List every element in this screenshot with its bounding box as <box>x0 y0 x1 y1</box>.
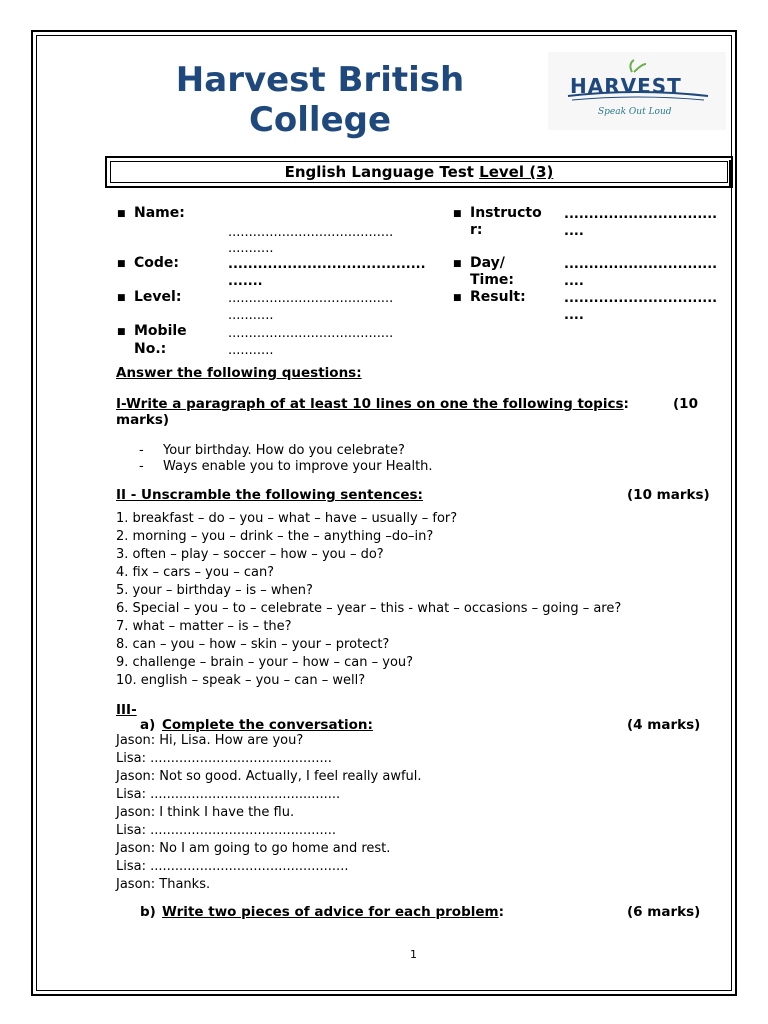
part-b-marks: (6 marks) <box>627 904 701 920</box>
level-label: Level: <box>134 289 182 305</box>
name-label: Name: <box>134 205 185 221</box>
mobile-dots-2[interactable]: ........... <box>228 343 274 358</box>
sentence-item: 10. english – speak – you – can – well? <box>116 673 366 688</box>
part-a-heading: Complete the conversation: <box>162 717 373 733</box>
part-a-marks: (4 marks) <box>627 717 701 733</box>
conversation-line: Jason: Thanks. <box>116 877 211 892</box>
sentence-item: 1. breakfast – do – you – what – have – usually – for? <box>116 511 458 526</box>
bullet-mobile: ■ <box>117 327 126 337</box>
instructor-label-2: r: <box>470 222 483 238</box>
daytime-label-2: Time: <box>470 272 515 288</box>
code-dots-2[interactable]: ....... <box>228 274 263 289</box>
harvest-logo <box>548 52 726 130</box>
topic-dash: - <box>139 443 144 458</box>
result-dots-2[interactable]: .... <box>564 308 584 323</box>
college-title <box>130 60 510 140</box>
level-dots-1[interactable]: ........................................ <box>228 291 394 306</box>
test-level: Level (3) <box>479 163 554 181</box>
test-title-text: English Language Test <box>284 163 480 181</box>
code-dots-1[interactable]: ........................................ <box>228 257 426 272</box>
sentence-item: 5. your – birthday – is – when? <box>116 583 313 598</box>
instructor-dots-1[interactable]: ............................... <box>564 207 718 222</box>
part-a-letter: a) <box>140 717 156 733</box>
sentence-item: 2. morning – you – drink – the – anything –do–in? <box>116 529 434 544</box>
conversation-line: Jason: I think I have the flu. <box>116 805 295 820</box>
level-dots-2[interactable]: ........... <box>228 308 274 323</box>
topic-item: Your birthday. How do you celebrate? <box>163 443 405 458</box>
bullet-instructor: ■ <box>453 209 462 219</box>
sentence-item: 6. Special – you – to – celebrate – year – this - what – occasions – going – are? <box>116 601 622 616</box>
section1-heading: I-Write a paragraph of at least 10 lines on one the following topics: <box>116 396 629 412</box>
daytime-dots-1[interactable]: ............................... <box>564 257 718 272</box>
test-title <box>110 162 728 182</box>
instructions: Answer the following questions: <box>116 365 362 381</box>
section1-heading-text: I-Write a paragraph of at least 10 lines on one the following topics <box>116 396 624 412</box>
code-label: Code: <box>134 255 180 271</box>
bullet-code: ■ <box>117 259 126 269</box>
bullet-level: ■ <box>117 293 126 303</box>
instructor-label-1: Instructo <box>470 205 542 221</box>
conversation-line: Jason: No I am going to go home and rest. <box>116 841 391 856</box>
name-dots-2[interactable]: ........... <box>228 241 274 256</box>
conversation-line: Jason: Not so good. Actually, I feel really awful. <box>116 769 422 784</box>
part-b-heading: Write two pieces of advice for each problem: <box>162 904 504 920</box>
section2-marks: (10 marks) <box>627 487 710 503</box>
topic-dash: - <box>139 459 144 474</box>
daytime-label-1: Day/ <box>470 255 505 271</box>
bullet-daytime: ■ <box>453 259 462 269</box>
bullet-name: ■ <box>117 209 126 219</box>
result-label: Result: <box>470 289 526 305</box>
section2-heading: II - Unscramble the following sentences: <box>116 487 423 503</box>
daytime-dots-2[interactable]: .... <box>564 274 584 289</box>
result-dots-1[interactable]: ............................... <box>564 291 718 306</box>
section1-marks-1: (10 <box>673 396 698 412</box>
logo-wordmark: HARVEST <box>570 74 682 98</box>
sentence-item: 9. challenge – brain – your – how – can – you? <box>116 655 414 670</box>
college-title-line1: Harvest British <box>175 60 465 100</box>
conversation-line[interactable]: Lisa: ................................................ <box>116 859 349 874</box>
section3-heading: III- <box>116 702 137 718</box>
bullet-result: ■ <box>453 293 462 303</box>
mobile-label-1: Mobile <box>134 323 187 339</box>
sentence-item: 4. fix – cars – you – can? <box>116 565 275 580</box>
test-title-box-shadow <box>729 160 733 188</box>
mobile-label-2: No.: <box>134 341 167 357</box>
conversation-line[interactable]: Lisa: ............................................. <box>116 823 337 838</box>
mobile-dots-1[interactable]: ........................................ <box>228 326 394 341</box>
logo-tagline: Speak Out Loud <box>598 107 672 117</box>
section1-marks-2: marks) <box>116 412 170 428</box>
name-dots-1[interactable]: ........................................ <box>228 225 394 240</box>
part-b-letter: b) <box>140 904 156 920</box>
sentence-item: 7. what – matter – is – the? <box>116 619 292 634</box>
topic-item: Ways enable you to improve your Health. <box>163 459 433 474</box>
college-title-line2: College <box>248 100 392 140</box>
page-number: 1 <box>410 948 417 961</box>
sentence-item: 3. often – play – soccer – how – you – do? <box>116 547 384 562</box>
conversation-line[interactable]: Lisa: ............................................ <box>116 751 332 766</box>
conversation-line: Jason: Hi, Lisa. How are you? <box>116 733 304 748</box>
instructor-dots-2[interactable]: .... <box>564 224 584 239</box>
conversation-line[interactable]: Lisa: .............................................. <box>116 787 341 802</box>
sentence-item: 8. can – you – how – skin – your – protect? <box>116 637 390 652</box>
